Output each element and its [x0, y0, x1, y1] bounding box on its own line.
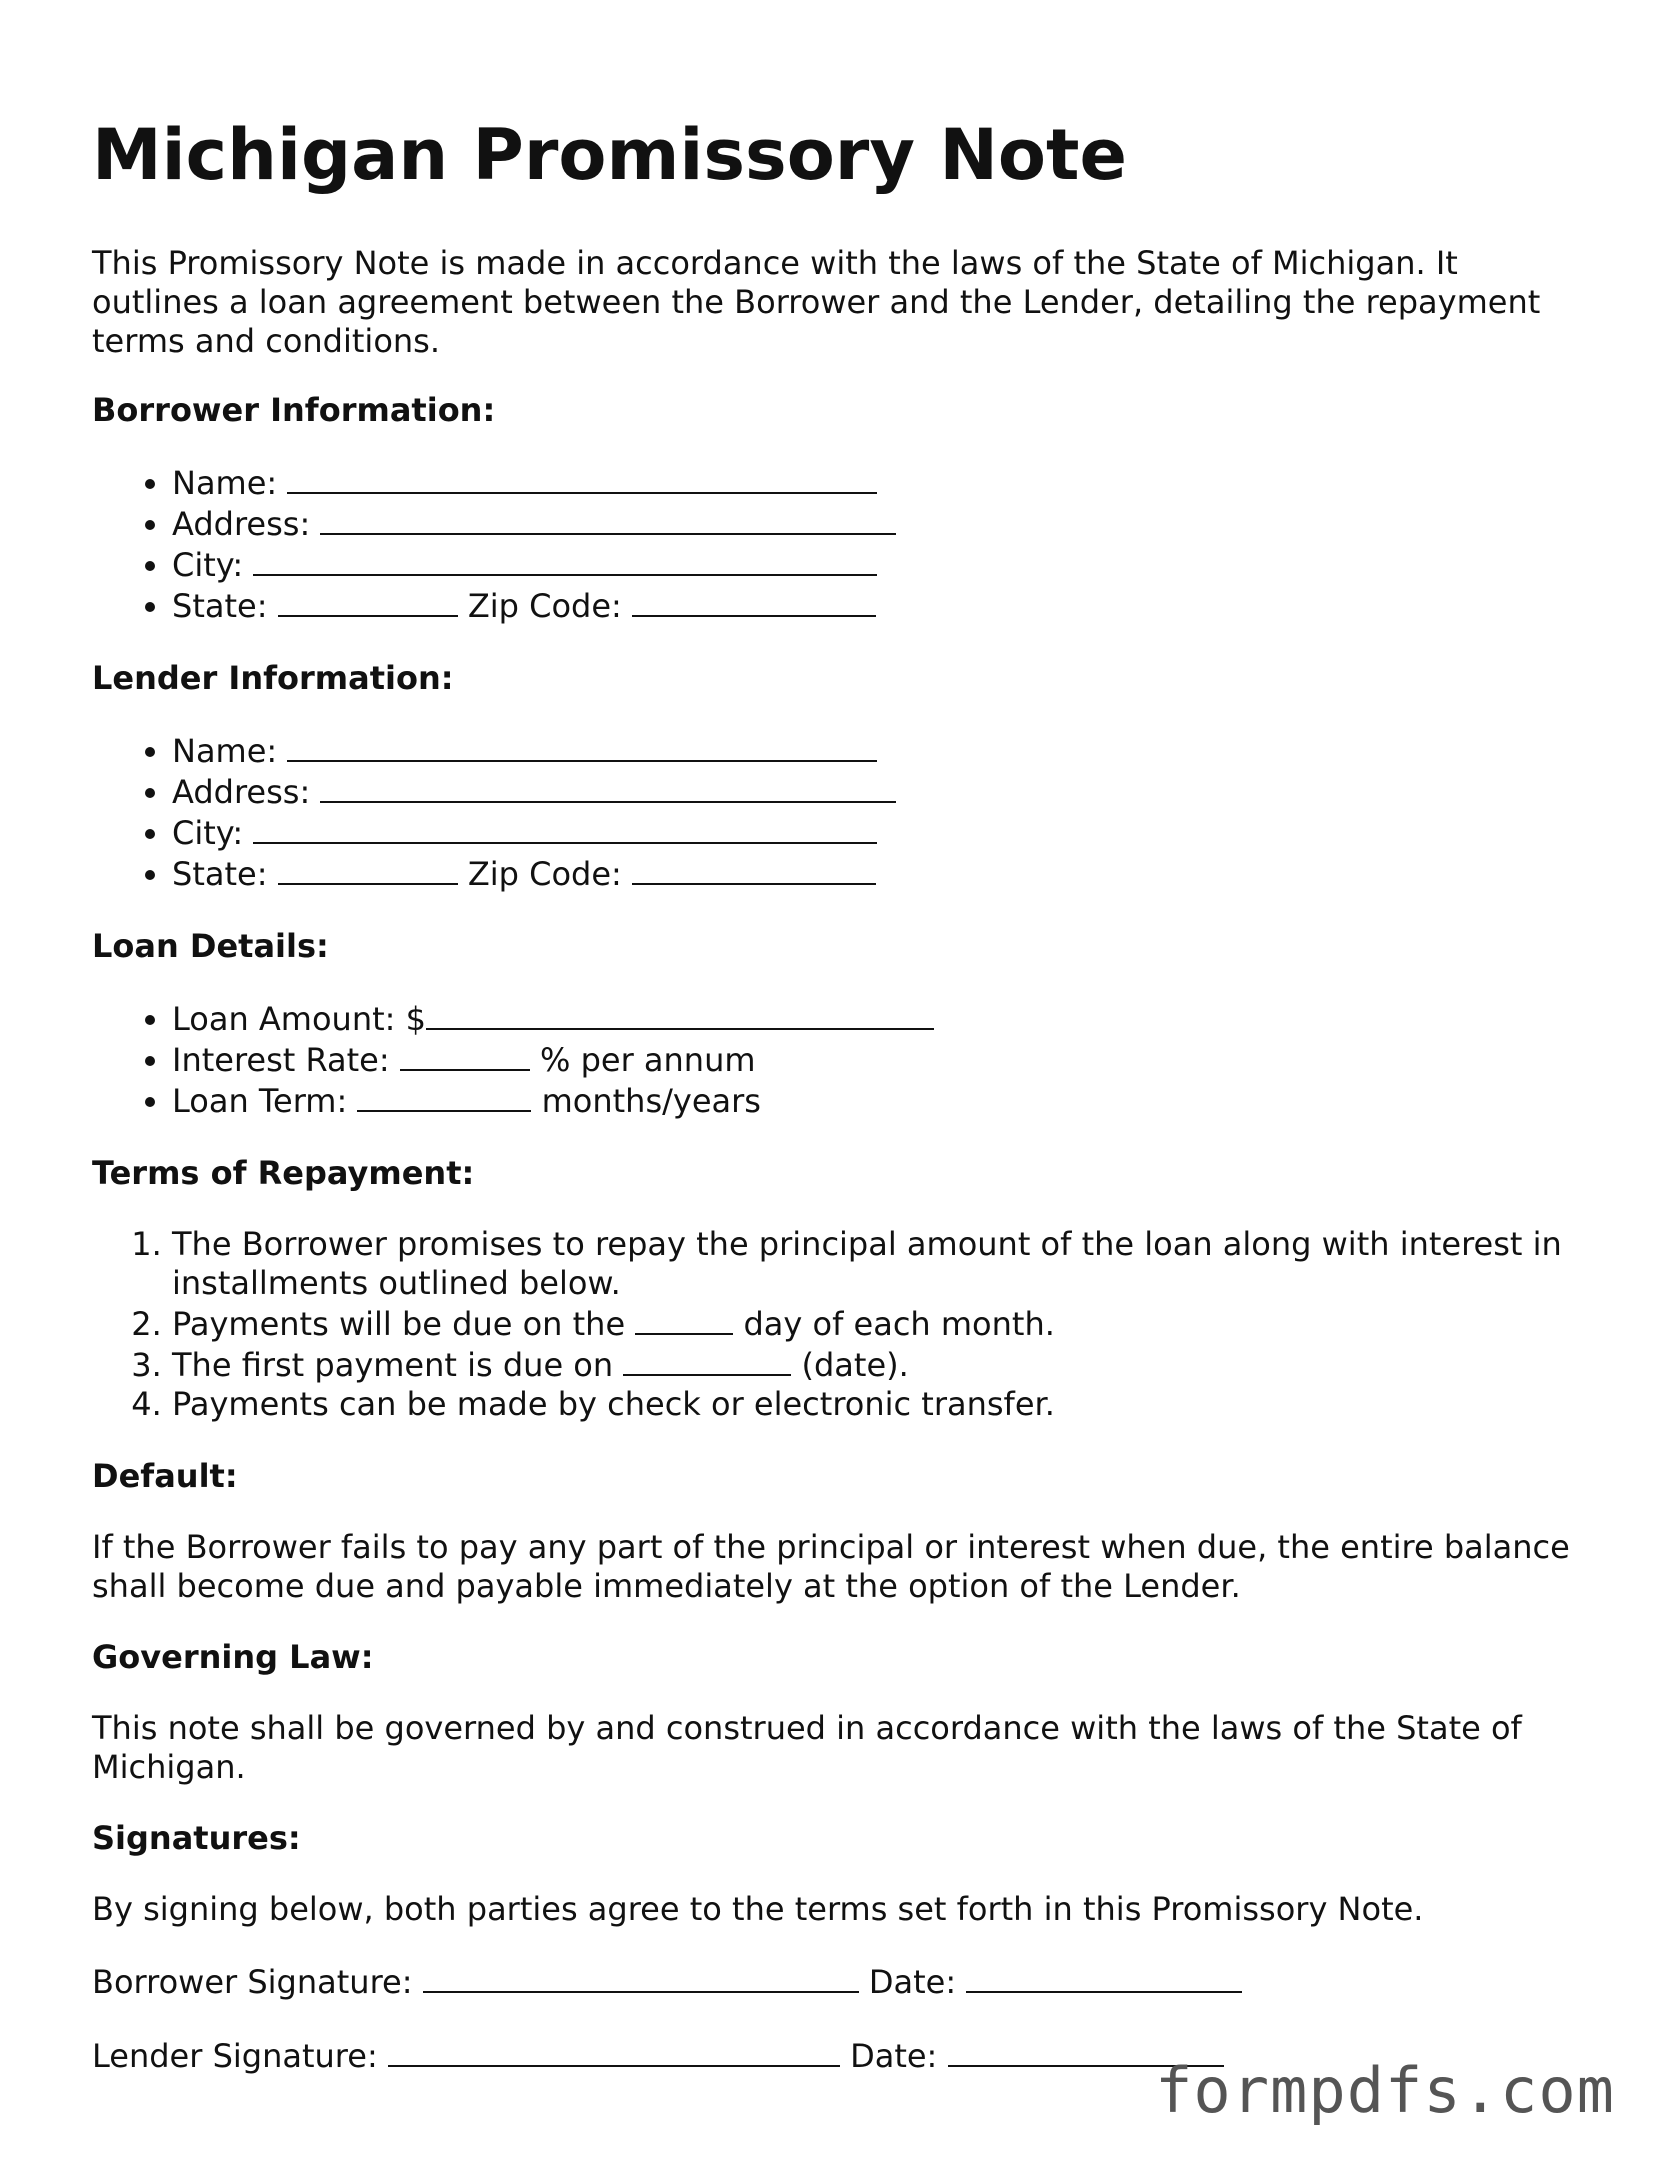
- signatures-paragraph: By signing below, both parties agree to the terms set forth in this Promissory Note.: [92, 1890, 1424, 1928]
- lender-name-item: [172, 730, 1592, 771]
- borrower-city-label: City:: [172, 546, 244, 584]
- borrower-zip-label: Zip Code:: [467, 587, 622, 625]
- lender-state-label: State:: [172, 855, 268, 893]
- borrower-address-blank[interactable]: [320, 503, 896, 535]
- lender-address-blank[interactable]: [320, 771, 896, 803]
- borrower-date-label: Date:: [868, 1963, 957, 2001]
- lender-name-blank[interactable]: [287, 730, 877, 762]
- repayment-item-3-pre: The first payment is due on: [172, 1346, 614, 1384]
- interest-rate-blank[interactable]: [400, 1039, 530, 1071]
- repayment-item-3-post: (date).: [801, 1346, 909, 1384]
- lender-city-blank[interactable]: [253, 812, 877, 844]
- lender-state-blank[interactable]: [278, 853, 458, 885]
- repayment-heading: Terms of Repayment:: [92, 1154, 475, 1192]
- loan-term-label: Loan Term:: [172, 1082, 348, 1120]
- borrower-zip-blank[interactable]: [632, 585, 876, 617]
- loan-list: [92, 998, 1592, 1121]
- repayment-item-2-post: day of each month.: [743, 1305, 1055, 1343]
- borrower-signature-blank[interactable]: [423, 1961, 859, 1993]
- repayment-item-4: 4. Payments can be made by check or electronic transfer.: [172, 1385, 1592, 1424]
- lender-city-label: City:: [172, 814, 244, 852]
- lender-zip-label: Zip Code:: [467, 855, 622, 893]
- signatures-heading: Signatures:: [92, 1819, 301, 1857]
- loan-heading: Loan Details:: [92, 927, 329, 965]
- interest-rate-suffix: % per annum: [539, 1041, 756, 1079]
- intro-paragraph: This Promissory Note is made in accordance with the laws of the State of Michigan. It outlines a loan agreement between the Borrower and the Lender, detailing the repayment terms and conditions.: [92, 244, 1541, 360]
- loan-term-item: [172, 1080, 1592, 1121]
- interest-rate-item: [172, 1039, 1592, 1080]
- lender-address-item: [172, 771, 1592, 812]
- lender-signature-label: Lender Signature:: [92, 2037, 378, 2075]
- borrower-list: [92, 462, 1592, 626]
- loan-term-suffix: months/years: [541, 1082, 761, 1120]
- repayment-item-2: [172, 1303, 1592, 1344]
- repayment-list: [92, 1225, 1592, 1424]
- borrower-name-item: [172, 462, 1592, 503]
- repayment-item-3: [172, 1344, 1592, 1385]
- lender-name-label: Name:: [172, 732, 278, 770]
- loan-amount-blank[interactable]: [426, 998, 934, 1030]
- governing-law-paragraph: This note shall be governed by and construed in accordance with the laws of the State of Michigan.: [92, 1709, 1522, 1786]
- borrower-city-item: [172, 544, 1592, 585]
- repayment-item-1: 1. The Borrower promises to repay the principal amount of the loan along with interest in installments outlined below.: [172, 1225, 1592, 1303]
- default-heading: Default:: [92, 1457, 238, 1495]
- loan-term-blank[interactable]: [357, 1080, 531, 1112]
- lender-signature-blank[interactable]: [388, 2035, 840, 2067]
- borrower-state-label: State:: [172, 587, 268, 625]
- loan-amount-item: [172, 998, 1592, 1039]
- borrower-signature-line: [92, 1961, 1592, 2002]
- borrower-address-item: [172, 503, 1592, 544]
- repayment-item-2-pre: Payments will be due on the: [172, 1305, 626, 1343]
- interest-rate-label: Interest Rate:: [172, 1041, 390, 1079]
- borrower-name-label: Name:: [172, 464, 278, 502]
- document-title: Michigan Promissory Note: [92, 114, 1127, 196]
- lender-state-item: [172, 853, 1592, 894]
- document: [92, 110, 1592, 2109]
- first-payment-date-blank[interactable]: [623, 1344, 791, 1376]
- borrower-name-blank[interactable]: [287, 462, 877, 494]
- payment-day-blank[interactable]: [635, 1303, 733, 1335]
- watermark-logo: formpdfs.com: [1155, 2054, 1615, 2127]
- lender-city-item: [172, 812, 1592, 853]
- borrower-address-label: Address:: [172, 505, 311, 543]
- default-paragraph: If the Borrower fails to pay any part of the principal or interest when due, the entire balance shall become due and payable immediately at the option of the Lender.: [92, 1528, 1570, 1605]
- borrower-state-blank[interactable]: [278, 585, 458, 617]
- lender-heading: Lender Information:: [92, 659, 454, 697]
- borrower-city-blank[interactable]: [253, 544, 877, 576]
- lender-address-label: Address:: [172, 773, 311, 811]
- lender-date-label: Date:: [850, 2037, 938, 2075]
- lender-list: [92, 730, 1592, 894]
- borrower-state-item: [172, 585, 1592, 626]
- loan-amount-label: Loan Amount: $: [172, 1000, 426, 1038]
- borrower-date-blank[interactable]: [966, 1961, 1242, 1993]
- governing-law-heading: Governing Law:: [92, 1638, 374, 1676]
- borrower-heading: Borrower Information:: [92, 391, 496, 429]
- borrower-signature-label: Borrower Signature:: [92, 1963, 413, 2001]
- lender-zip-blank[interactable]: [632, 853, 876, 885]
